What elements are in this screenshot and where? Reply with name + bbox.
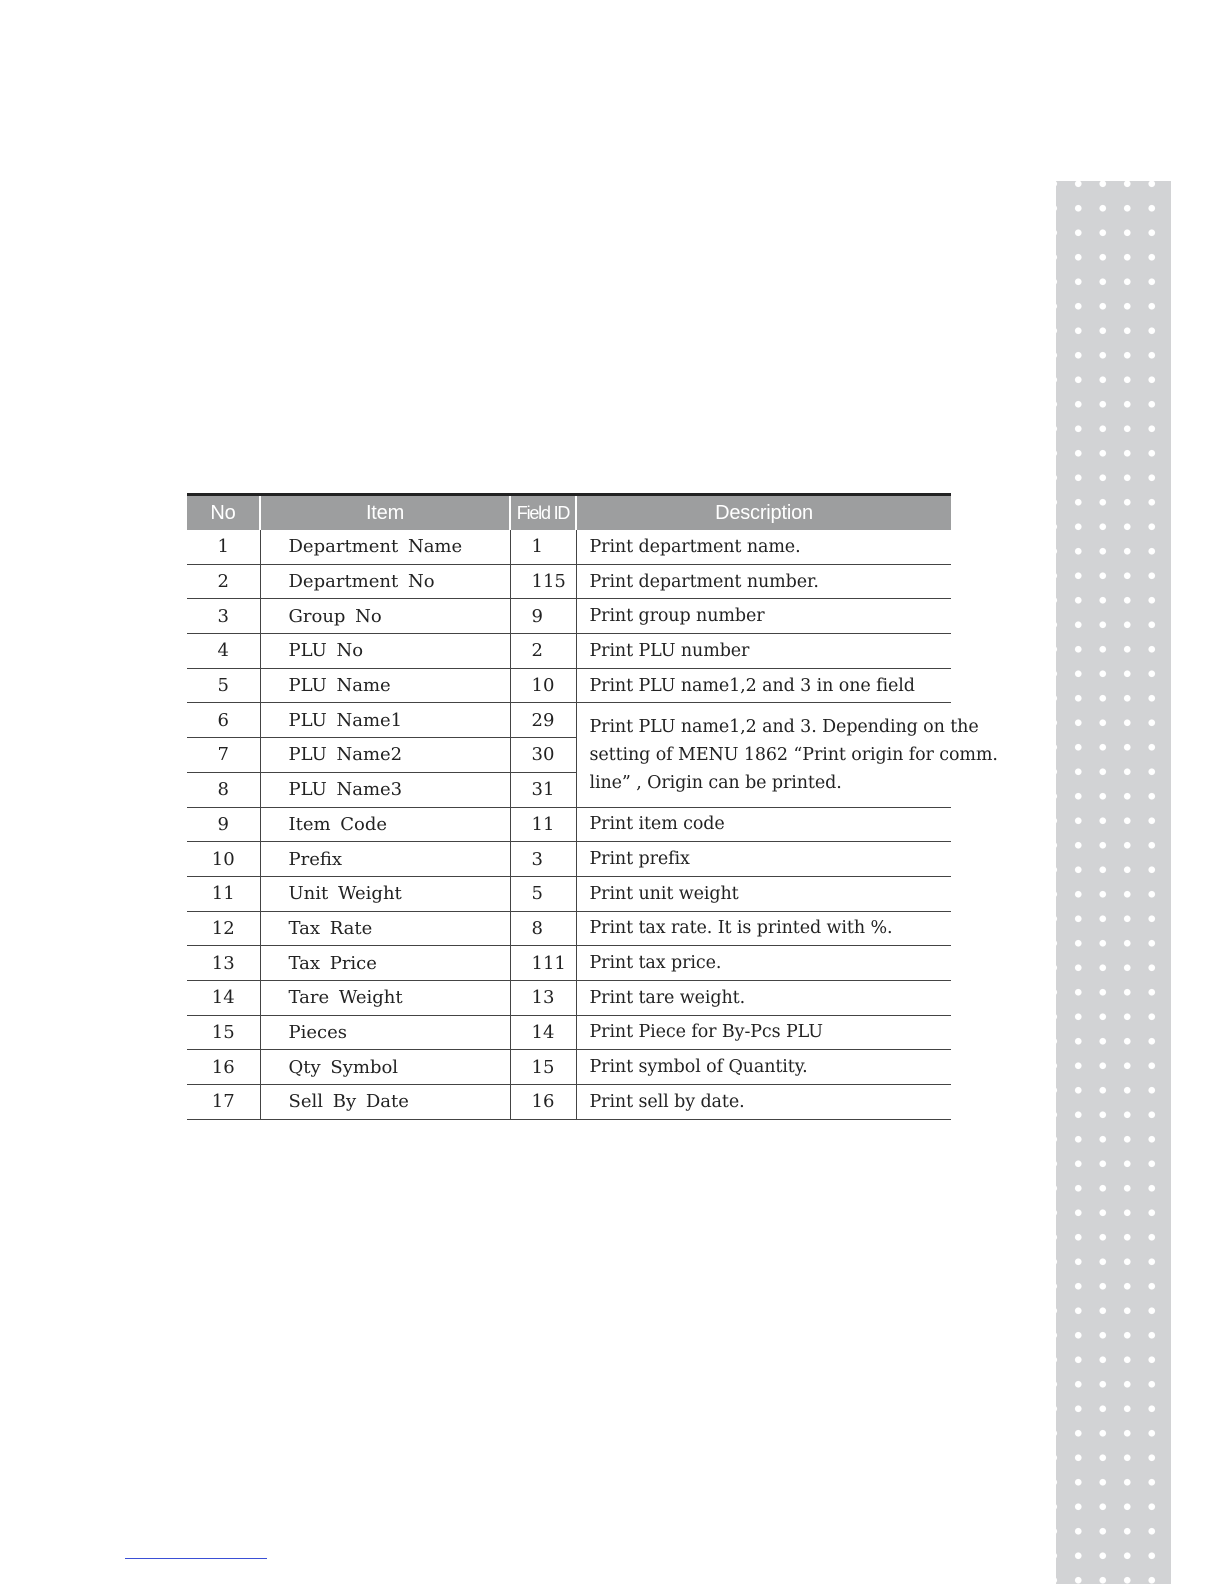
cell-field-id: 1 <box>510 530 576 564</box>
header-no: No <box>187 495 260 531</box>
cell-item: Prefix <box>260 842 510 877</box>
cell-field-id: 5 <box>510 876 576 911</box>
cell-item: Tax Price <box>260 946 510 981</box>
cell-item: PLU Name3 <box>260 772 510 807</box>
cell-no: 9 <box>187 807 260 842</box>
table-row <box>187 599 951 634</box>
cell-description: Print department number. <box>576 564 951 599</box>
cell-item: Pieces <box>260 1015 510 1050</box>
cell-no: 3 <box>187 599 260 634</box>
cell-no: 7 <box>187 738 260 773</box>
cell-description: Print tax price. <box>576 946 951 981</box>
cell-description: Print Piece for By-Pcs PLU <box>576 1015 951 1050</box>
footnote-rule <box>125 1558 267 1559</box>
decorative-dot-strip <box>1056 181 1171 1584</box>
cell-description: Print symbol of Quantity. <box>576 1050 951 1085</box>
cell-item: Department No <box>260 564 510 599</box>
cell-no: 17 <box>187 1085 260 1120</box>
description-line: line” , Origin can be printed. <box>589 772 842 793</box>
cell-no: 8 <box>187 772 260 807</box>
cell-item: PLU Name2 <box>260 738 510 773</box>
cell-field-id: 9 <box>510 599 576 634</box>
cell-no: 11 <box>187 876 260 911</box>
cell-no: 1 <box>187 530 260 564</box>
cell-no: 15 <box>187 1015 260 1050</box>
cell-no: 4 <box>187 634 260 669</box>
table-row <box>187 911 951 946</box>
cell-field-id: 10 <box>510 668 576 703</box>
cell-field-id: 13 <box>510 980 576 1015</box>
cell-item: PLU Name1 <box>260 703 510 738</box>
cell-item: Sell By Date <box>260 1085 510 1120</box>
cell-field-id: 15 <box>510 1050 576 1085</box>
cell-no: 16 <box>187 1050 260 1085</box>
cell-item: Qty Symbol <box>260 1050 510 1085</box>
cell-field-id: 8 <box>510 911 576 946</box>
cell-item: Tax Rate <box>260 911 510 946</box>
cell-field-id: 30 <box>510 738 576 773</box>
table-row <box>187 564 951 599</box>
cell-item: Tare Weight <box>260 980 510 1015</box>
cell-field-id: 115 <box>510 564 576 599</box>
description-line: Print PLU name1,2 and 3. Depending on the <box>589 716 979 737</box>
cell-field-id: 29 <box>510 703 576 738</box>
cell-item: PLU Name <box>260 668 510 703</box>
table-row <box>187 668 951 703</box>
cell-field-id: 3 <box>510 842 576 877</box>
cell-field-id: 111 <box>510 946 576 981</box>
table-row <box>187 1050 951 1085</box>
description-line: setting of MENU 1862 “Print origin for comm. <box>589 744 998 765</box>
table-row <box>187 530 951 564</box>
cell-description: Print sell by date. <box>576 1085 951 1120</box>
cell-description: Print PLU number <box>576 634 951 669</box>
cell-field-id: 2 <box>510 634 576 669</box>
cell-field-id: 16 <box>510 1085 576 1120</box>
cell-no: 5 <box>187 668 260 703</box>
table-row <box>187 946 951 981</box>
cell-item: Group No <box>260 599 510 634</box>
header-item: Item <box>260 495 510 531</box>
cell-no: 14 <box>187 980 260 1015</box>
table-header-row <box>187 495 951 531</box>
cell-description: Print department name. <box>576 530 951 564</box>
table-row <box>187 807 951 842</box>
table-row <box>187 1085 951 1120</box>
table-row <box>187 876 951 911</box>
cell-field-id: 14 <box>510 1015 576 1050</box>
cell-field-id: 31 <box>510 772 576 807</box>
cell-no: 13 <box>187 946 260 981</box>
cell-description: Print unit weight <box>576 876 951 911</box>
cell-field-id: 11 <box>510 807 576 842</box>
header-description: Description <box>576 495 951 531</box>
cell-description-merged <box>576 703 998 807</box>
header-field-id: Field ID <box>510 495 576 531</box>
cell-no: 6 <box>187 703 260 738</box>
cell-description: Print PLU name1,2 and 3 in one field <box>576 668 951 703</box>
cell-item: PLU No <box>260 634 510 669</box>
table-row <box>187 703 951 738</box>
cell-item: Item Code <box>260 807 510 842</box>
cell-description: Print tax rate. It is printed with %. <box>576 911 951 946</box>
table-row <box>187 1015 951 1050</box>
cell-no: 2 <box>187 564 260 599</box>
cell-description: Print tare weight. <box>576 980 951 1015</box>
cell-no: 12 <box>187 911 260 946</box>
cell-description: Print item code <box>576 807 951 842</box>
cell-item: Department Name <box>260 530 510 564</box>
table-row <box>187 980 951 1015</box>
cell-no: 10 <box>187 842 260 877</box>
cell-description: Print prefix <box>576 842 951 877</box>
cell-description: Print group number <box>576 599 951 634</box>
table-row <box>187 634 951 669</box>
cell-item: Unit Weight <box>260 876 510 911</box>
label-field-table <box>187 493 998 1120</box>
table-row <box>187 842 951 877</box>
